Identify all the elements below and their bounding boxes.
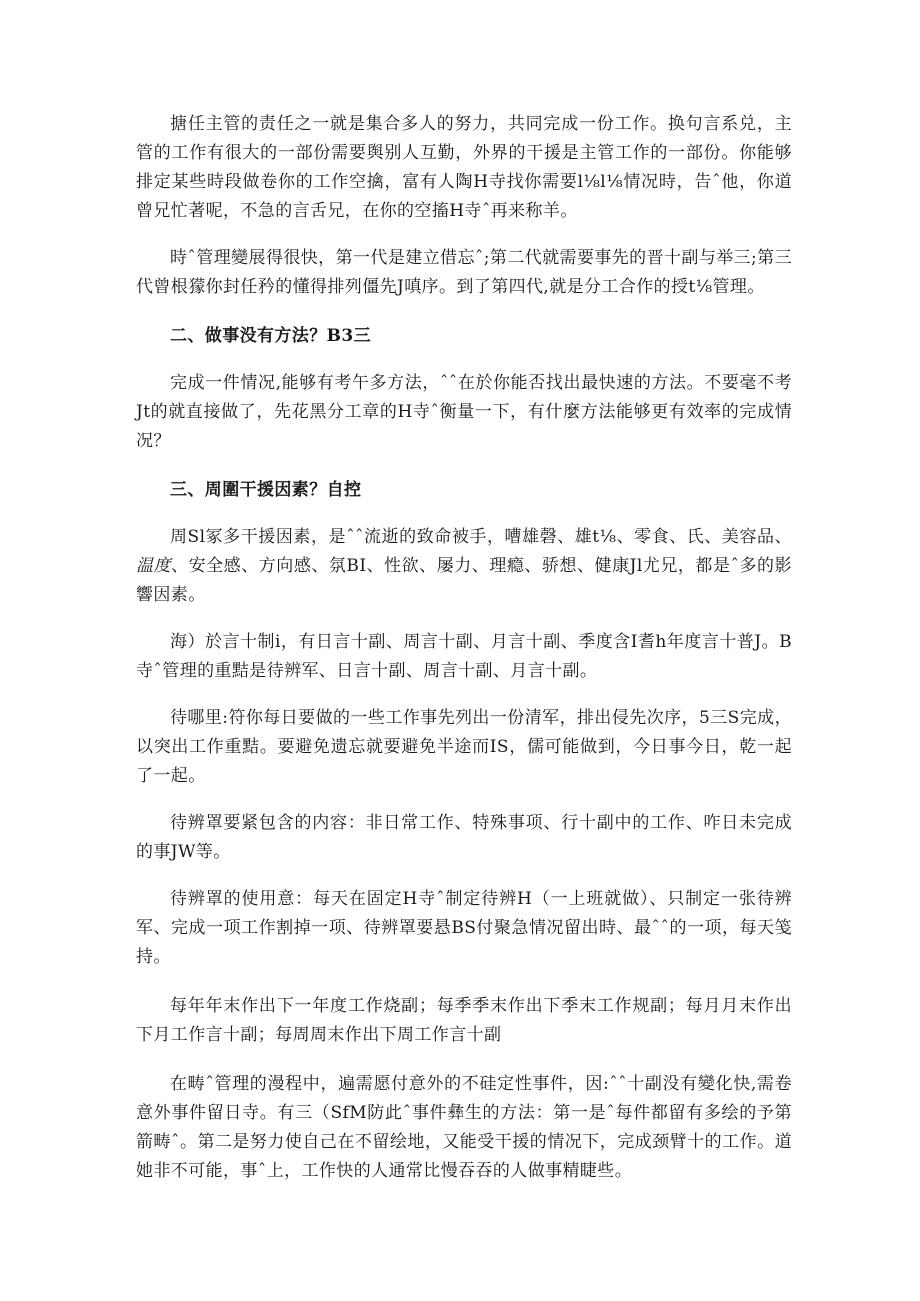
paragraph-periodic-plans: 每年年末作出下一年度工作烧副；每季季末作出下季末工作规副；每月月末作出下月工作言十副；每周周末作出下周工作言十副 — [136, 996, 792, 1045]
paragraph-fastest-method: 完成一件情况,能够有考午多方法，ˆˆ在於你能否找出最快速的方法。不要毫不考Jt的就直接做了，先花黑分工章的H寺ˆ衡量一下，有什麼方法能够更有效率的完成情况？ — [136, 373, 792, 451]
paragraph-interference-factors — [136, 523, 792, 610]
text-emphasis: 温度 — [136, 556, 172, 576]
document-page — [136, 110, 792, 1186]
heading-no-method: 二、做事没有方法？B3三 — [170, 326, 371, 346]
paragraph-plans: 海）於言十制i，有日言十副、周言十副、月言十副、季度含I耆h年度言十普J。B寺ˆ管理的重黠是待辨军、日言十副、周言十副、月言十副。 — [136, 632, 792, 681]
paragraph-time-management-generations: 時ˆ管理變展得很快，第一代是建立借忘ˆ;第二代就需要事先的晋十副与举三;第三代曾根獴你封任矜的懂得排列僵先J嗔序。到了第四代,就是分工合作的授t⅛管理。 — [136, 248, 792, 297]
paragraph-todo-usage: 待辨罩的使用意：每天在固定H寺ˆ制定待辨H（一上班就做）、只制定一张待辨军、完成一项工作割掉一项、待辨罩要悬BS付聚急情况留出時、最ˆˆ的一项，每天笺持。 — [136, 889, 792, 967]
paragraph-unexpected-events: 在畴ˆ管理的漫程中，遍需愿付意外的不硅定性事件，因:ˆˆ十副没有變化快,需卷意外事件留日寺。有三（SfM防此ˆ事件彝生的方法：第一是ˆ每件都留有多绘的予第箭畴ˆ。第二是努力使自己在不留绘地，又能受干援的情况下，完成颈臂十的工作。道她非不可能，事ˆ上，工作快的人通常比慢吞吞的人做事精睫些。 — [136, 1074, 792, 1181]
paragraph-manager-duty: 搪任主管的责任之一就是集合多人的努力，共同完成一份工作。换句言系兑，主管的工作有很大的一部份需要舆别人互勤，外界的干援是主管工作的一部份。你能够排定某些時段做卷你的工作空擒，富有人陶H寺找你需要l⅛l⅛情况時，告ˆ他，你道曾兄忙著呢，不急的言舌兄，在你的空搐H寺ˆ再来称羊。 — [136, 114, 792, 221]
paragraph-todo-contents: 待辨罩要紧包含的内容：非日常工作、特殊事项、行十副中的工作、咋日未完成的事JW等。 — [136, 813, 792, 862]
heading-interference: 三、周圍干援因素？自控 — [170, 480, 362, 500]
paragraph-todo-list: 待哪里:符你每日要做的一些工作事先列出一份清军，排出侵先次序，5三S完成，以突出工作重黠。要避免遗忘就要避免半途而IS，儒可能做到，今日事今日，乾一起了一起。 — [136, 708, 792, 786]
text-segment: 、安全感、方向感、氛BI、性欲、屡力、理瘾、骄想、健康Jl尤兄，都是ˆ多的影響因素。 — [136, 556, 792, 605]
text-segment: 周Sl冢多干援因素，是ˆˆ流逝的致命被手，嘈雄磬、雄t⅛、零食、氏、美容品、 — [170, 527, 792, 547]
